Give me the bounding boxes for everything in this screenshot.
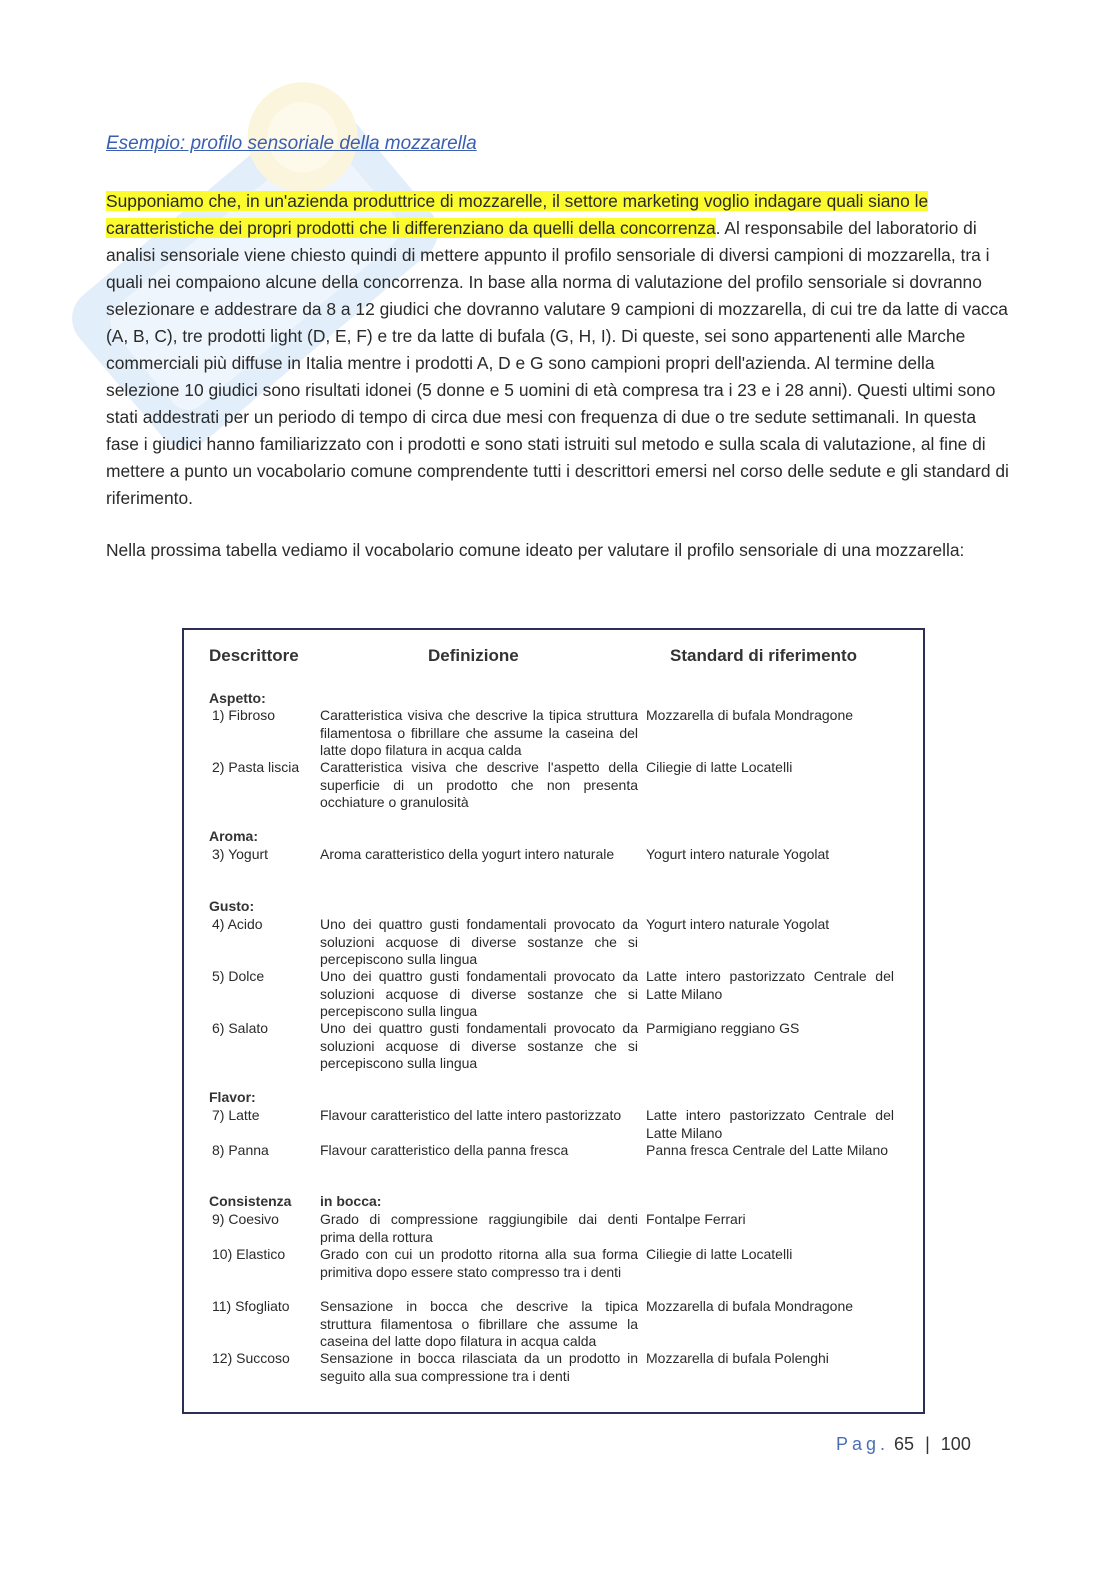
paragraph-table-intro: Nella prossima tabella vediamo il vocabolario comune ideato per valutare il profilo sensoriale di una mozzarella: xyxy=(106,540,965,560)
row-standard: Fontalpe Ferrari xyxy=(646,1211,746,1227)
category-gusto: Gusto: xyxy=(209,898,255,914)
row-standard: Mozzarella di bufala Mondragone xyxy=(646,707,854,723)
paragraph-intro xyxy=(106,188,1011,512)
row-standard: Panna fresca Centrale del Latte Milano xyxy=(646,1142,889,1158)
highlighted-text: Supponiamo che, in un'azienda produttrice di mozzarelle, il settore marketing voglio indagare quali siano le caratteristiche dei propri prodotti che li differenziano da quelli della concorrenza xyxy=(106,191,929,238)
page-total: 100 xyxy=(940,1434,971,1454)
row-standard: Ciliegie di latte Locatelli xyxy=(646,759,793,775)
row-descrittore: 7) Latte xyxy=(212,1107,260,1123)
row-descrittore: 5) Dolce xyxy=(212,968,265,984)
row-standard: Mozzarella di bufala Polenghi xyxy=(646,1350,829,1366)
row-standard: Latte intero pastorizzato Centrale del Latte Milano xyxy=(646,968,894,1002)
row-standard: Yogurt intero naturale Yogolat xyxy=(646,846,830,862)
row-definizione: Uno dei quattro gusti fondamentali provocato da soluzioni acquose di diverse sostanze che si percepiscono sulla lingua xyxy=(320,1020,638,1071)
row-standard: Yogurt intero naturale Yogolat xyxy=(646,916,830,932)
vocabulary-table xyxy=(182,628,925,1414)
row-descrittore: 10) Elastico xyxy=(212,1246,286,1262)
category-flavor: Flavor: xyxy=(209,1089,256,1105)
category-consistenza: Consistenza xyxy=(209,1193,292,1209)
row-standard: Latte intero pastorizzato Centrale del Latte Milano xyxy=(646,1107,894,1141)
page-number: 65 xyxy=(894,1434,915,1454)
paragraph-intro-rest: . Al responsabile del laboratorio di analisi sensoriale viene chiesto quindi di mettere appunto il profilo sensoriale di diversi campioni di mozzarella, tra i quali nei compaiono alcune della concorrenza. In base alla norma di valutazione del profilo sensoriale si dovranno selezionare e addestrare da 8 a 12 giudici che dovranno valutare 9 campioni di mozzarella, di cui tre da latte di vacca (A, B, C), tre prodotti light (D, E, F) e tre da latte di bufala (G, H, I). Di queste, sei sono appartenenti alle Marche commerciali più diffuse in Italia mentre i prodotti A, D e G sono campioni propri dell'azienda. Al termine della selezione 10 giudici sono risultati idonei (5 donne e 5 uomini di età compresa tra i 23 e i 28 anni). Questi ultimi sono stati addestrati per un periodo di tempo di circa due mesi con frequenza di due o tre sedute settimanali. In questa fase i giudici hanno familiarizzato con i prodotti e sono stati istruiti sul metodo e sulla scala di valutazione, al fine di mettere a punto un vocabolario comune comprendente tutti i descrittori emersi nel corso delle sedute e gli standard di riferimento. xyxy=(106,218,1009,508)
row-definizione: Grado con cui un prodotto ritorna alla sua forma primitiva dopo essere stato compresso tra i denti xyxy=(320,1246,638,1280)
row-definizione: Uno dei quattro gusti fondamentali provocato da soluzioni acquose di diverse sostanze che si percepiscono sulla lingua xyxy=(320,916,638,967)
row-definizione: Caratteristica visiva che descrive l'aspetto della superficie di un prodotto che non presenta occhiature o granulosità xyxy=(320,759,638,810)
row-descrittore: 3) Yogurt xyxy=(212,846,269,862)
row-standard: Ciliegie di latte Locatelli xyxy=(646,1246,793,1262)
row-definizione: Aroma caratteristico della yogurt intero naturale xyxy=(320,846,615,862)
page-footer xyxy=(836,1434,971,1455)
page-label: Pag. xyxy=(836,1434,890,1454)
row-definizione: Flavour caratteristico del latte intero pastorizzato xyxy=(320,1107,622,1123)
row-standard: Mozzarella di bufala Mondragone xyxy=(646,1298,854,1314)
row-descrittore: 12) Succoso xyxy=(212,1350,290,1366)
row-descrittore: 9) Coesivo xyxy=(212,1211,279,1227)
row-definizione: Sensazione in bocca che descrive la tipica struttura filamentosa o fibrillare che assume la caseina del latte dopo filatura in acqua calda xyxy=(320,1298,638,1349)
header-standard: Standard di riferimento xyxy=(670,646,858,665)
row-definizione: Caratteristica visiva che descrive la tipica struttura filamentosa o fibrillare che assume la caseina del latte dopo filatura in acqua calda xyxy=(320,707,638,758)
row-definizione: Uno dei quattro gusti fondamentali provocato da soluzioni acquose di diverse sostanze che si percepiscono sulla lingua xyxy=(320,968,638,1019)
row-descrittore: 1) Fibroso xyxy=(212,707,276,723)
row-definizione: Flavour caratteristico della panna fresca xyxy=(320,1142,569,1158)
section-heading: Esempio: profilo sensoriale della mozzarella xyxy=(106,133,477,154)
row-definizione: Grado di compressione raggiungibile dai denti prima della rottura xyxy=(320,1211,638,1245)
row-definizione: Sensazione in bocca rilasciata da un prodotto in seguito alla sua compressione tra i denti xyxy=(320,1350,638,1384)
row-descrittore: 4) Acido xyxy=(212,916,263,932)
header-descrittore: Descrittore xyxy=(209,646,299,665)
category-aspetto: Aspetto: xyxy=(209,690,266,706)
category-aroma: Aroma: xyxy=(209,828,259,844)
row-descrittore: 8) Panna xyxy=(212,1142,269,1158)
row-standard: Parmigiano reggiano GS xyxy=(646,1020,800,1036)
category-consistenza-sub: in bocca: xyxy=(320,1193,382,1209)
page-separator: | xyxy=(925,1434,930,1454)
row-descrittore: 2) Pasta liscia xyxy=(212,759,300,775)
row-descrittore: 11) Sfogliato xyxy=(212,1298,290,1314)
header-definizione: Definizione xyxy=(428,646,519,665)
row-descrittore: 6) Salato xyxy=(212,1020,269,1036)
